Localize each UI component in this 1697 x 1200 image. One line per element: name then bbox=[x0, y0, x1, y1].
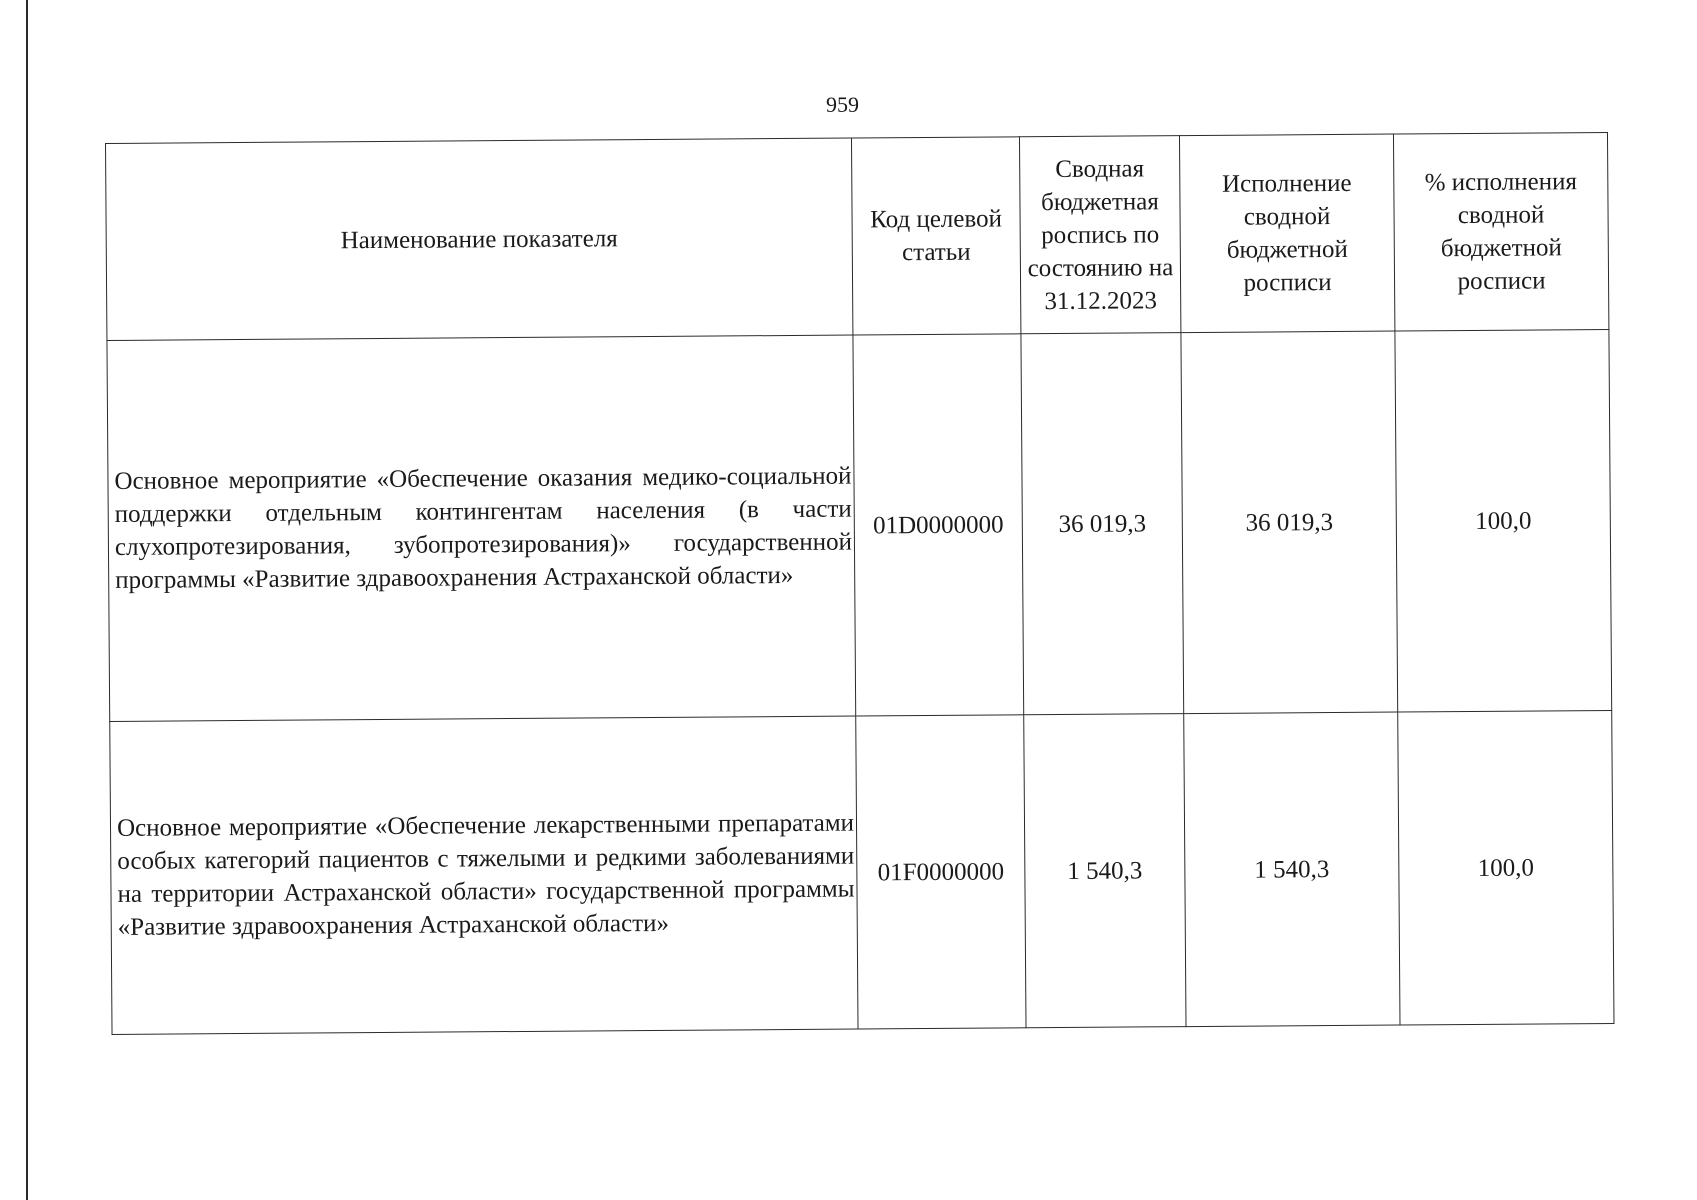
budget-plan-cell: 36 019,3 bbox=[1021, 333, 1184, 715]
budget-execution-table bbox=[105, 132, 1614, 1035]
target-code-cell: 01F0000000 bbox=[856, 715, 1026, 1029]
header-execution: Исполнение сводной бюджетной росписи bbox=[1179, 134, 1394, 333]
budget-plan-cell: 1 540,3 bbox=[1024, 714, 1186, 1028]
execution-cell: 36 019,3 bbox=[1181, 331, 1398, 714]
table-header-row bbox=[106, 132, 1609, 340]
execution-percent-cell: 100,0 bbox=[1398, 710, 1614, 1025]
header-budget-plan: Сводная бюджетная роспись по состоянию на 31.12.2023 bbox=[1019, 136, 1180, 334]
header-target-code: Код целевой статьи bbox=[851, 137, 1020, 335]
page-number: 959 bbox=[826, 92, 859, 117]
table-row bbox=[110, 710, 1614, 1034]
execution-cell: 1 540,3 bbox=[1184, 712, 1400, 1027]
target-code-cell: 01D0000000 bbox=[853, 334, 1024, 716]
header-execution-percent: % исполнения сводной бюджетной росписи bbox=[1393, 132, 1608, 331]
indicator-name-cell: Основное мероприятие «Обеспечение оказания медико-социальной поддержки отдельным контингентам населения (в части слухопротезирования, зубопротезирования)» государственной программы «Развитие здравоохранения Астраханской области» bbox=[107, 335, 856, 721]
indicator-name-cell: Основное мероприятие «Обеспечение лекарственными препаратами особых категорий пациентов с тяжелыми и редкими заболеваниями на территории Астраханской области» государственной программы «Развитие здравоохранения Астраханской области» bbox=[110, 716, 858, 1034]
table-row bbox=[107, 329, 1612, 721]
scan-margin-line bbox=[26, 0, 28, 1200]
execution-percent-cell: 100,0 bbox=[1395, 329, 1612, 712]
header-indicator-name: Наименование показателя bbox=[106, 138, 853, 340]
